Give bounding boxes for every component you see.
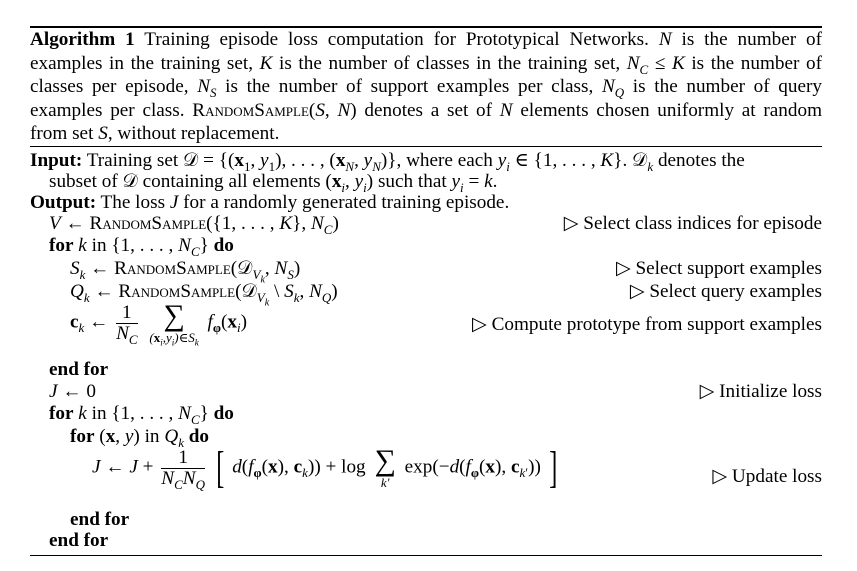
code-line-prototype: $c_k$ ← $\frac{1}{N_C}$ ∑ $(x_i,y_i)\in S_k$ $f_\varphi(x_i)$ [70,299,247,348]
code-line-end-for-inner: end for [70,509,130,530]
comment-update-loss: ▷ Update loss [712,466,822,487]
code-line-for-classes: for k in {1, . . . , $N_C$} do [49,235,234,259]
input-line-2: subset of 𝒟 containing all elements ($x_i$, $y_i$) such that $y_i = k$. [49,171,498,195]
code-line-update-loss: J ← J + $\frac{1}{N_CN_Q}$ [ $d(f_\varphi(x)$, $c_k)) + \log$ ∑ k′ $\exp(-d(f_\varphi(x)$, $c_{k'}$)) ] [92,443,558,492]
code-line-query: $Q_k$ ← RandomSample(𝒟$_{V_k}$ \ $S_k$, $N_Q$) [70,281,338,309]
code-line-end-for-outer: end for [49,530,109,551]
sum-over-k-prime: ∑ k′ [374,444,396,490]
fraction-1-over-nc: $\frac{1}{N_C}$ [116,301,138,347]
algorithm-caption: Algorithm 1 Training episode loss computation for Prototypical Networks. N is the number of examples in the training set, K is the number of classes in the training set, $N_C \le K$ is the number of classes per episode, $N_S$ is the number of support examples per class, $N_Q$ is the number of query examples per class. RandomSample(S, N) denotes a set of N elements chosen uniformly at random from set S, without replacement. [30,29,822,144]
output-line: Output: The loss J for a randomly generated training episode. [30,192,510,213]
code-line-support: $S_k$ ← RandomSample(𝒟$_{V_k}$, $N_S$) [70,258,301,286]
code-line-select-classes: V ← RandomSample({1, . . . , K}, $N_C$) [49,213,339,237]
input-label: Input: [30,150,83,171]
bottom-rule [30,555,822,556]
code-line-end-for-1: end for [49,359,109,380]
algorithm-label: Algorithm 1 [30,29,135,50]
code-line-for-classes-2: for k in {1, . . . , $N_C$} do [49,403,234,427]
comment-select-classes: ▷ Select class indices for episode [563,213,822,234]
input-line-1: Input: Training set 𝒟 = {($x_1$, $y_1$), . . . , ($x_N$, $y_N$)}, where each $y_i$ ∈ {1, . . . , K}. 𝒟$_k$ denotes the [30,150,745,174]
sum-over-support: ∑ $(x_i,y_i)\in S_k$ [149,299,199,348]
fraction-1-over-ncnq: $\frac{1}{N_CN_Q}$ [161,446,205,492]
right-bracket: ] [549,443,558,492]
comment-query: ▷ Select query examples [629,281,822,302]
left-bracket: [ [216,443,225,492]
comment-prototype: ▷ Compute prototype from support examples [472,314,822,335]
caption-rule [30,146,822,147]
output-label: Output: [30,192,97,213]
code-line-for-query: for (x, y) in $Q_k$ do [70,426,210,450]
comment-support: ▷ Select support examples [615,258,822,279]
comment-init-loss: ▷ Initialize loss [699,381,822,402]
code-line-init-loss: J ← 0 [49,381,96,402]
